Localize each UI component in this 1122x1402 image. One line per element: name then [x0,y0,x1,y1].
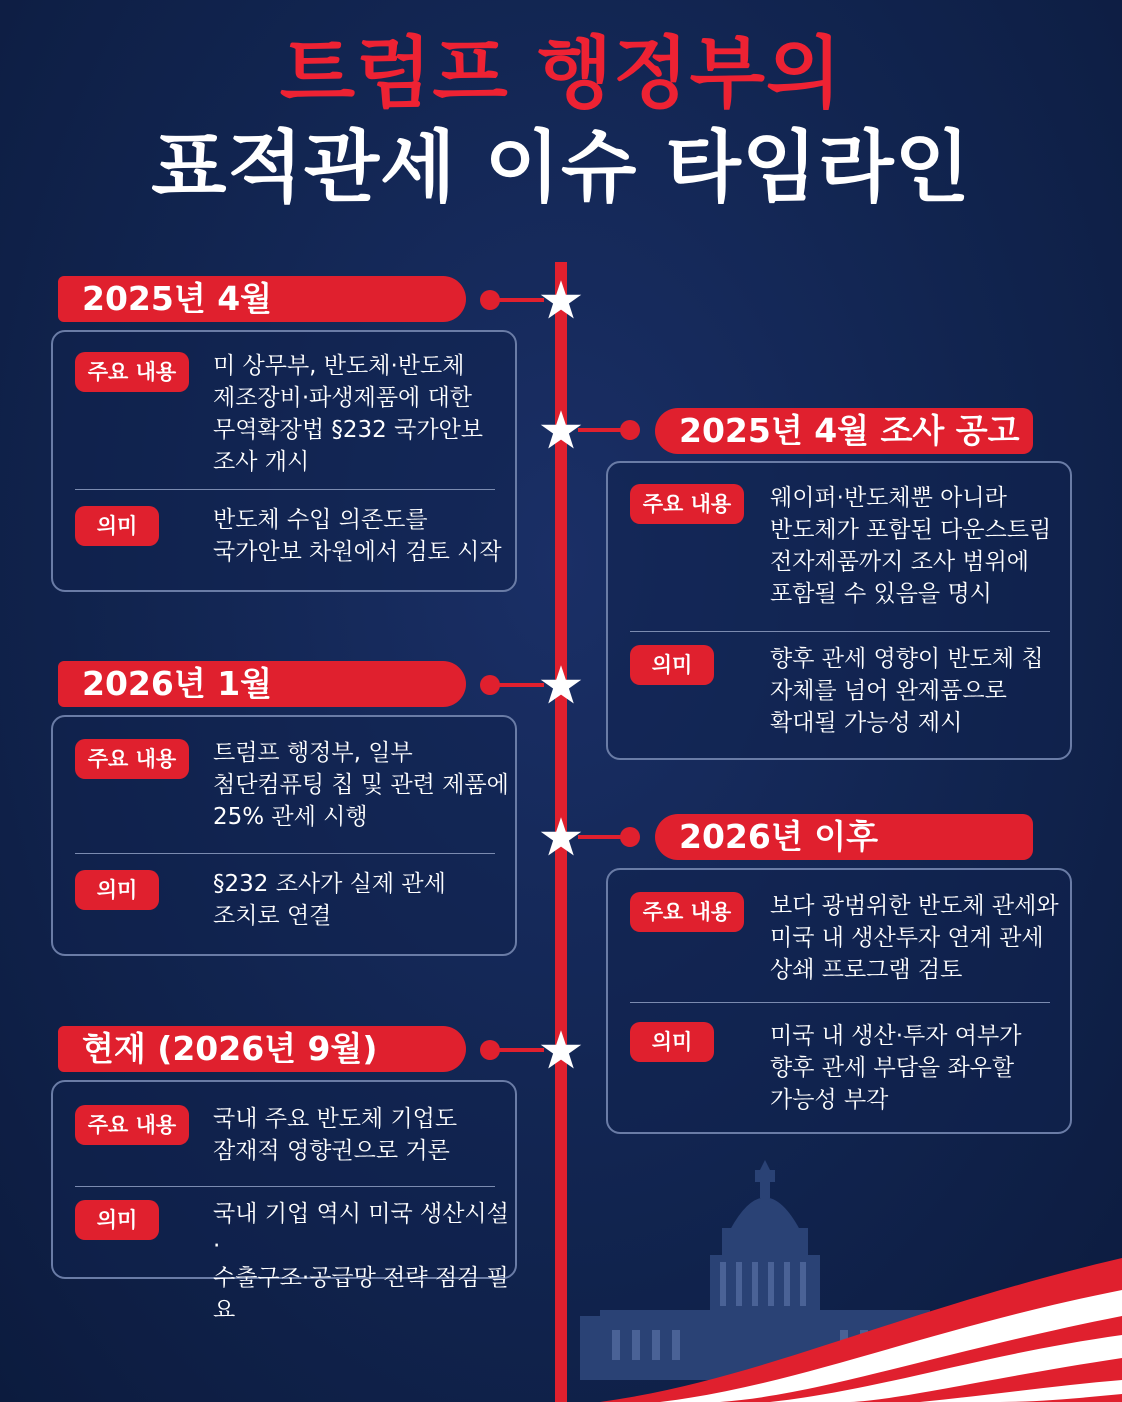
meaning-badge: 의미 [75,870,159,910]
title-line-2: 표적관세 이슈 타임라인 [151,123,971,213]
meaning-text: 향후 관세 영향이 반도체 칩 자체를 넘어 완제품으로 확대될 가능성 제시 [770,646,1044,736]
meaning-badge: 의미 [630,645,714,685]
title-line-1: 트럼프 행정부의 [279,29,843,119]
content-badge: 주요 내용 [75,352,189,392]
content-text: 국내 주요 반도체 기업도 잠재적 영향권으로 거론 [213,1106,458,1164]
meaning-badge: 의미 [75,506,159,546]
content-text: 미 상무부, 반도체·반도체 제조장비·파생제품에 대한 무역확장법 §232 국가안보 조사 개시 [213,353,483,475]
content-text: 트럼프 행정부, 일부 첨단컴퓨팅 칩 및 관련 제품에 25% 관세 시행 [213,740,509,830]
meaning-text: 반도체 수입 의존도를 국가안보 차원에서 검토 시작 [213,507,502,565]
meaning-text: 국내 기업 역시 미국 생산시설· 수출구조·공급망 전략 점검 필요 [213,1201,509,1323]
content-text: 웨이퍼·반도체뿐 아니라 반도체가 포함된 다운스트림 전자제품까지 조사 범위에 포함될 수 있음을 명시 [770,485,1052,607]
meaning-text: §232 조사가 실제 관세 조치로 연결 [213,871,446,929]
date-bar-current: 현재 (2026년 9월) [58,1026,466,1072]
date-bar-2026-01: 2026년 1월 [58,661,466,707]
content-badge: 주요 내용 [630,484,744,524]
date-bar-2026-after: 2026년 이후 [655,814,1033,860]
meaning-badge: 의미 [630,1022,714,1062]
meaning-text: 미국 내 생산·투자 여부가 향후 관세 부담을 좌우할 가능성 부각 [770,1023,1022,1113]
date-bar-2025-04-notice: 2025년 4월 조사 공고 [655,408,1033,454]
date-bar-2025-04: 2025년 4월 [58,276,466,322]
meaning-badge: 의미 [75,1200,159,1240]
content-badge: 주요 내용 [630,892,744,932]
content-badge: 주요 내용 [75,1105,189,1145]
content-badge: 주요 내용 [75,739,189,779]
content-text: 보다 광범위한 반도체 관세와 미국 내 생산투자 연계 관세 상쇄 프로그램 검토 [770,893,1059,983]
